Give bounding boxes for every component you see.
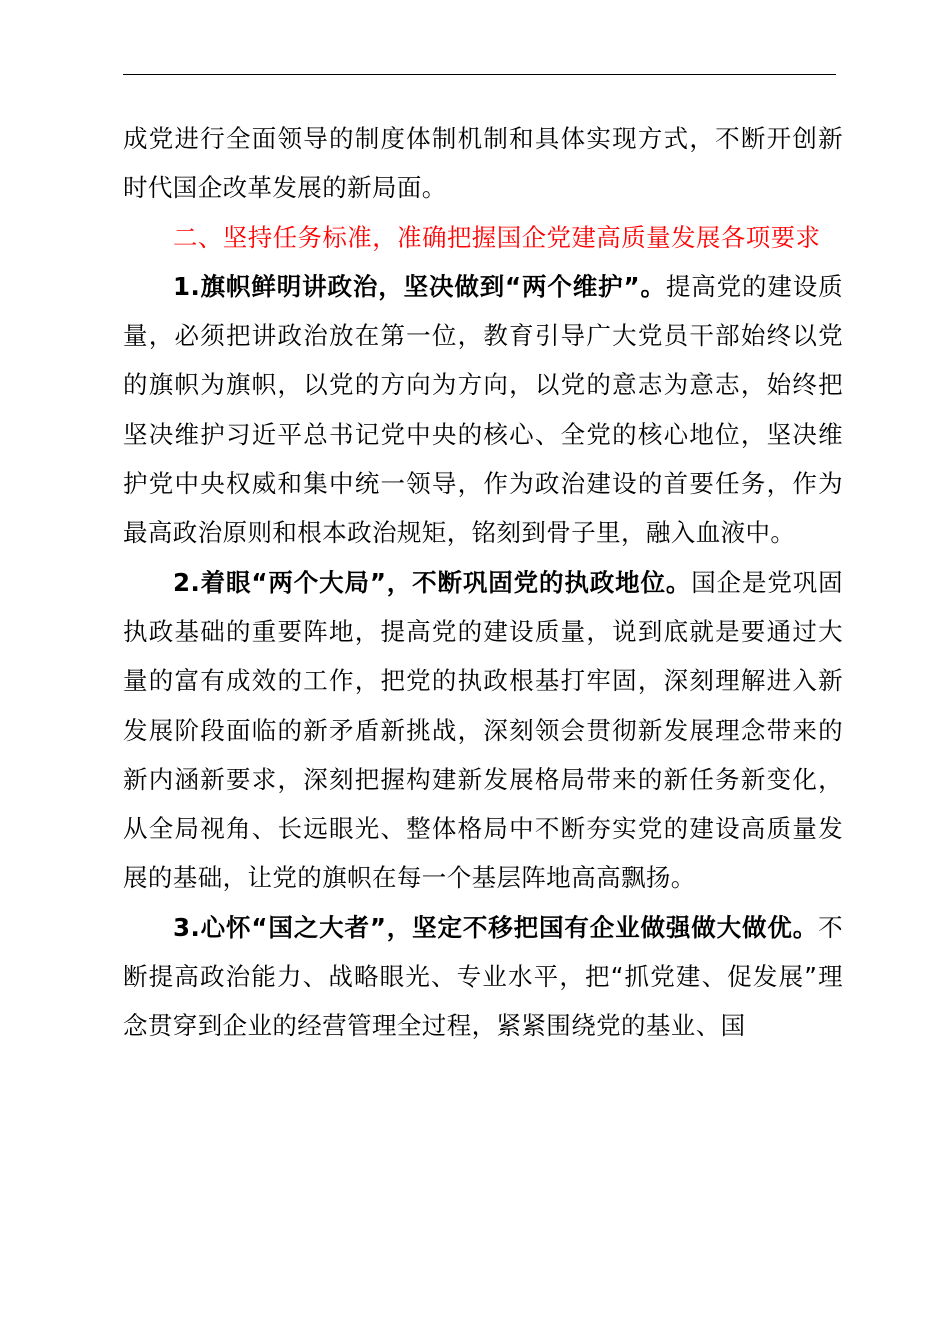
item-2-paragraph [123, 558, 843, 903]
section-heading: 二、坚持任务标准，准确把握国企党建高质量发展各项要求 [173, 222, 821, 252]
item-1-body: 提高党的建设质量，必须把讲政治放在第一位，教育引导广大党员干部始终以党的旗帜为旗帜，以党的方向为方向，以党的意志为意志，始终把坚决维护习近平总书记党中央的核心、全党的核心地位，坚决维护党中央权威和集中统一领导，作为政治建设的首要任务，作为最高政治原则和根本政治规矩，铭刻到骨子里，融入血液中。 [123, 271, 843, 548]
paragraph-continuation: 成党进行全面领导的制度体制机制和具体实现方式，不断开创新时代国企改革发展的新局面。 [123, 124, 843, 203]
header-rule [123, 74, 836, 75]
item-3-lead: 3.心怀“国之大者”，坚定不移把国有企业做强做大做优。 [173, 912, 819, 942]
item-2-body: 国企是党巩固执政基础的重要阵地，提高党的建设质量，说到底就是要通过大量的富有成效的工作，把党的执政根基打牢固，深刻理解进入新发展阶段面临的新矛盾新挑战，深刻领会贯彻新发展理念带来的新内涵新要求，深刻把握构建新发展格局带来的新任务新变化，从全局视角、长远眼光、整体格局中不断夯实党的建设高质量发展的基础，让党的旗帜在每一个基层阵地高高飘扬。 [123, 567, 844, 893]
document-body [123, 114, 843, 1051]
item-1-paragraph [123, 262, 843, 558]
item-3-paragraph [123, 903, 843, 1051]
item-1-lead: 1.旗帜鲜明讲政治，坚决做到“两个维护”。 [173, 271, 666, 301]
item-2-lead: 2.着眼“两个大局”，不断巩固党的执政地位。 [173, 567, 692, 597]
item-3-body: 不断提高政治能力、战略眼光、专业水平，把“抓党建、促发展”理念贯穿到企业的经营管理全过程，紧紧围绕党的基业、国 [123, 912, 843, 1041]
